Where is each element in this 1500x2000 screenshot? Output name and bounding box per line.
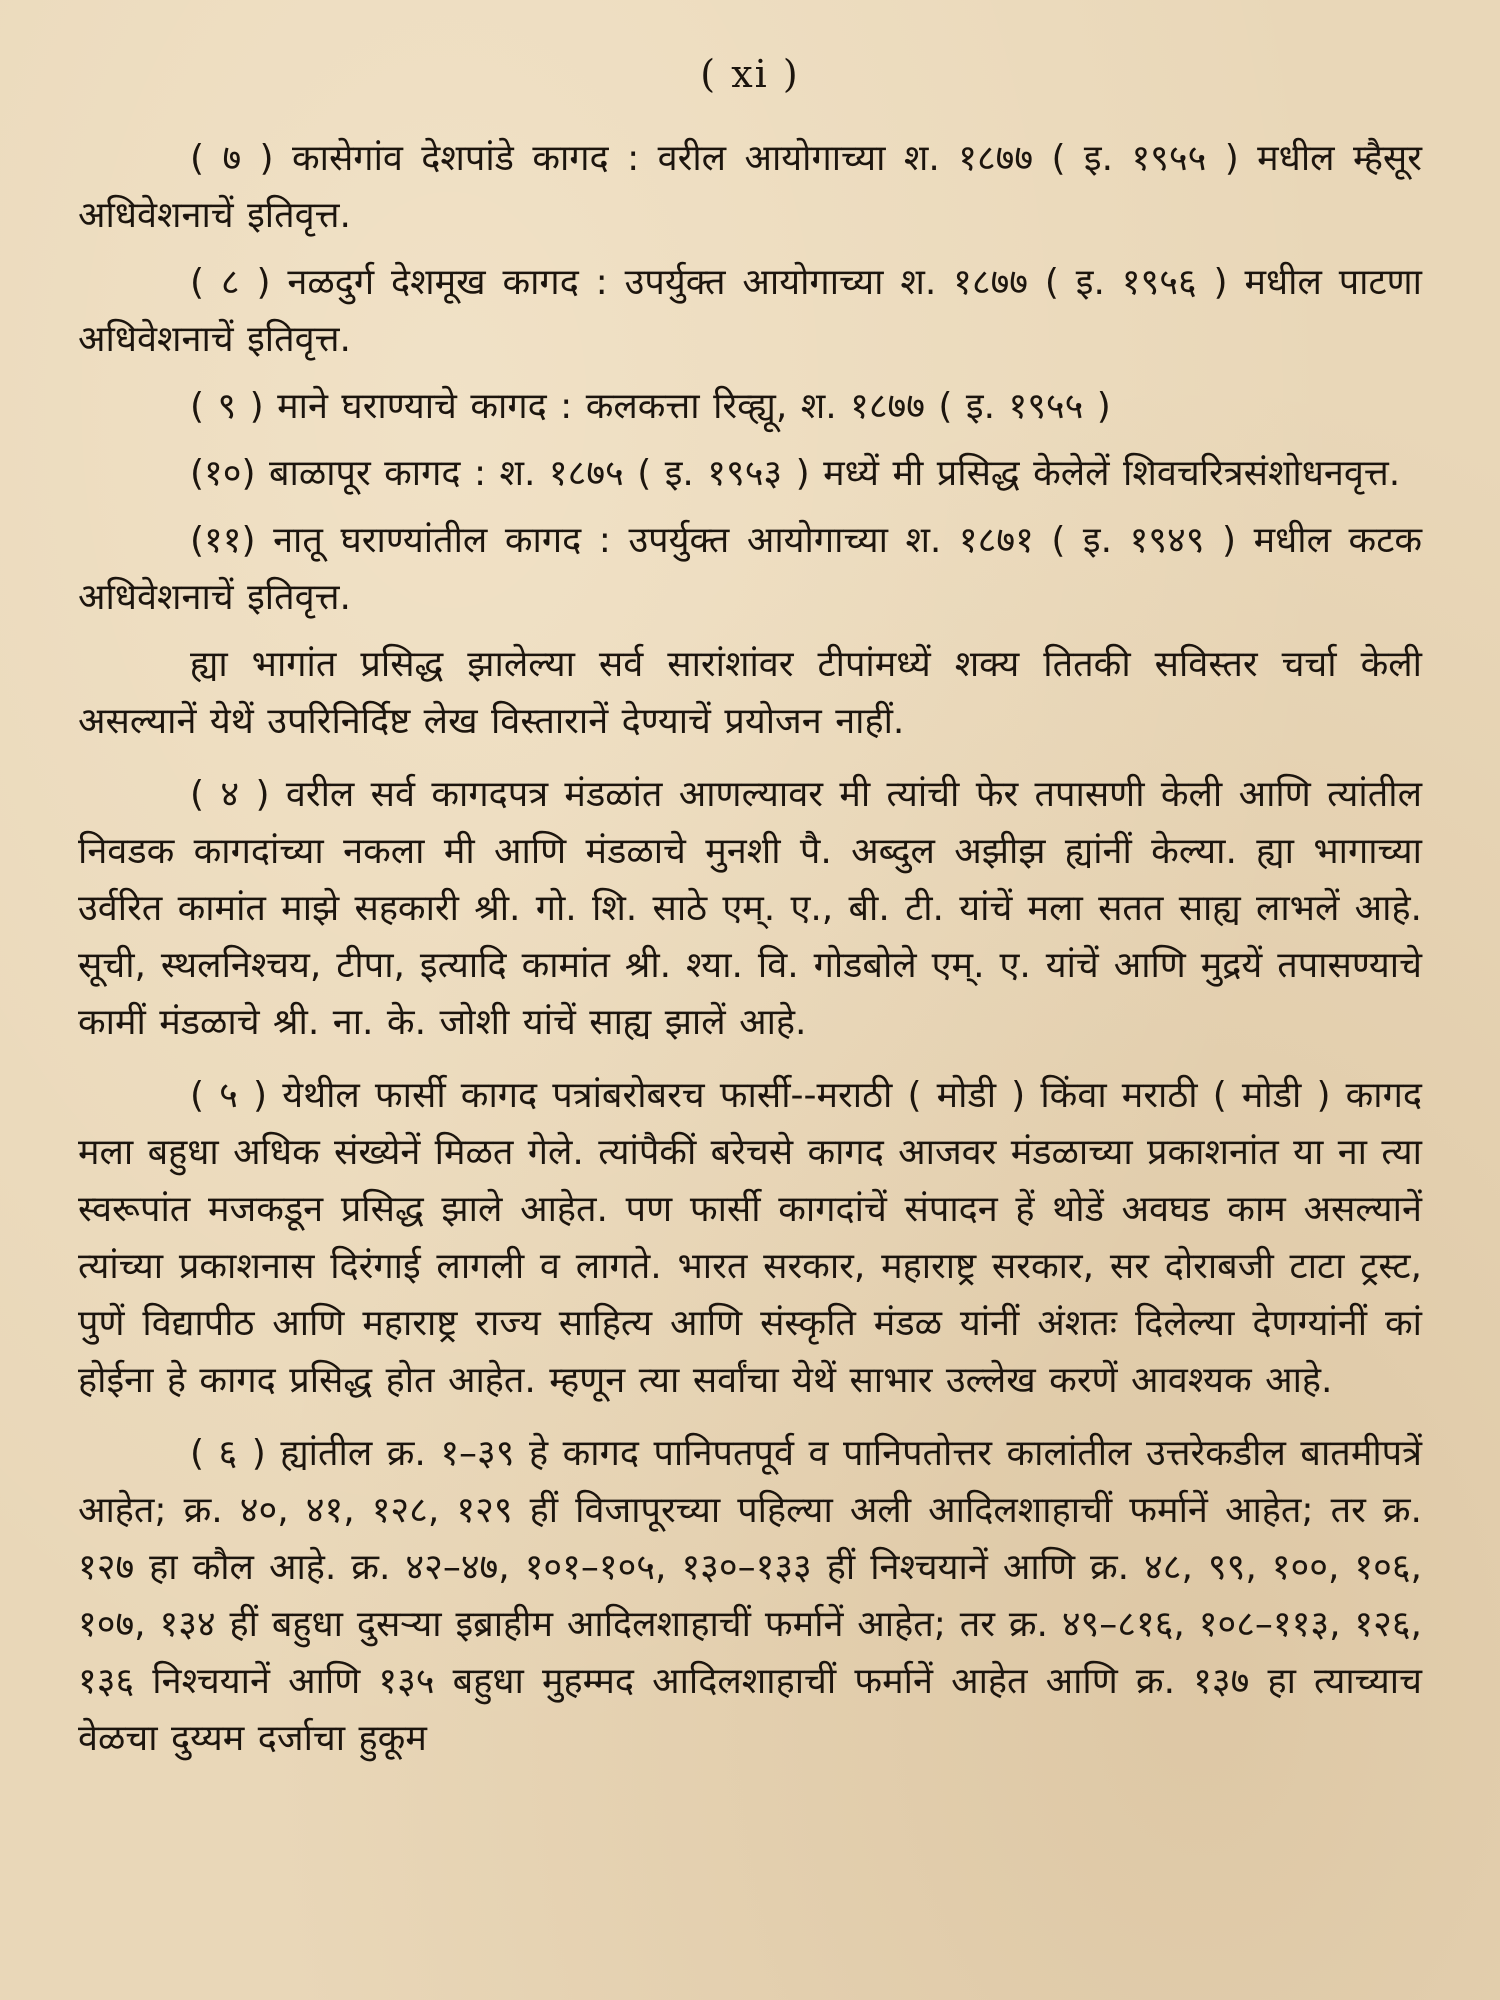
paragraph-section-6: ( ६ ) ह्यांतील क्र. १–३९ हे कागद पानिपतपूर्व व पानिपतोत्तर कालांतील उत्तरेकडील बातमीपत्रें आहेत; क्र. ४०, ४१, १२८, १२९ हीं विजापूरच्या पहिल्या अली आदिलशाहाचीं फर्मानें आहेत; तर क्र. १२७ हा कौल आहे. क्र. ४२–४७, १०१–१०५, १३०–१३३ हीं निश्चयानें आणि क्र. ४८, ९९, १००, १०६, १०७, १३४ हीं बहुधा दुसऱ्या इब्राहीम आदिलशाहाचीं फर्मानें आहेत; तर क्र. ४९–८१६, १०८–११३, १२६, १३६ निश्चयानें आणि १३५ बहुधा मुहम्मद आदिलशाहाचीं फर्मानें आहेत आणि क्र. १३७ हा त्याच्याच वेळचा दुय्यम दर्जाचा हुकूम: [78, 1433, 1422, 1759]
paragraph-item-8: ( ८ ) नळदुर्ग देशमूख कागद : उपर्युक्त आयोगाच्या श. १८७७ ( इ. १९५६ ) मधील पाटणा अधिवेशनाचें इतिवृत्त.: [78, 262, 1422, 360]
paragraph-item-9: ( ९ ) माने घराण्याचे कागद : कलकत्ता रिव्ह्यू, श. १८७७ ( इ. १९५५ ): [190, 386, 1111, 427]
paragraph-summary-note: ह्या भागांत प्रसिद्ध झालेल्या सर्व सारांशांवर टीपांमध्यें शक्य तितकी सविस्तर चर्चा केली असल्यानें येथें उपरिनिर्दिष्ट लेख विस्तारानें देण्याचें प्रयोजन नाहीं.: [78, 644, 1422, 742]
page-number: ( xi ): [700, 52, 800, 96]
paragraph-section-5: ( ५ ) येथील फार्सी कागद पत्रांबरोबरच फार्सी--मराठी ( मोडी ) किंवा मराठी ( मोडी ) कागद मला बहुधा अधिक संख्येनें मिळत गेले. त्यांपैकीं बरेचसे कागद आजवर मंडळाच्या प्रकाशनांत या ना त्या स्वरूपांत मजकडून प्रसिद्ध झाले आहेत. पण फार्सी कागदांचें संपादन हें थोडें अवघड काम असल्यानें त्यांच्या प्रकाशनास दिरंगाई लागली व लागते. भारत सरकार, महाराष्ट्र सरकार, सर दोराबजी टाटा ट्रस्ट, पुणें विद्यापीठ आणि महाराष्ट्र राज्य साहित्य आणि संस्कृति मंडळ यांनीं अंशतः दिलेल्या देणग्यांनीं कां होईना हे कागद प्रसिद्ध होत आहेत. म्हणून त्या सर्वांचा येथें साभार उल्लेख करणें आवश्यक आहे.: [78, 1075, 1422, 1401]
paragraph-item-10: (१०) बाळापूर कागद : श. १८७५ ( इ. १९५३ ) मध्यें मी प्रसिद्ध केलेलें शिवचरित्रसंशोधनवृत्त.: [190, 453, 1401, 494]
paragraph-section-4: ( ४ ) वरील सर्व कागदपत्र मंडळांत आणल्यावर मी त्यांची फेर तपासणी केली आणि त्यांतील निवडक कागदांच्या नकला मी आणि मंडळाचे मुनशी पै. अब्दुल अझीझ ह्यांनीं केल्या. ह्या भागाच्या उर्वरित कामांत माझे सहकारी श्री. गो. शि. साठे एम्. ए., बी. टी. यांचें मला सतत साह्य लाभलें आहे. सूची, स्थलनिश्चय, टीपा, इत्यादि कामांत श्री. श्या. वि. गोडबोले एम्. ए. यांचें आणि मुद्रयें तपासण्याचे कामीं मंडळाचे श्री. ना. के. जोशी यांचें साह्य झालें आहे.: [78, 774, 1422, 1043]
paragraph-item-7: ( ७ ) कासेगांव देशपांडे कागद : वरील आयोगाच्या श. १८७७ ( इ. १९५५ ) मधील म्हैसूर अधिवेशनाचें इतिवृत्त.: [78, 138, 1422, 236]
paragraph-item-11: (११) नातू घराण्यांतील कागद : उपर्युक्त आयोगाच्या श. १८७१ ( इ. १९४९ ) मधील कटक अधिवेशनाचें इतिवृत्त.: [78, 520, 1422, 618]
